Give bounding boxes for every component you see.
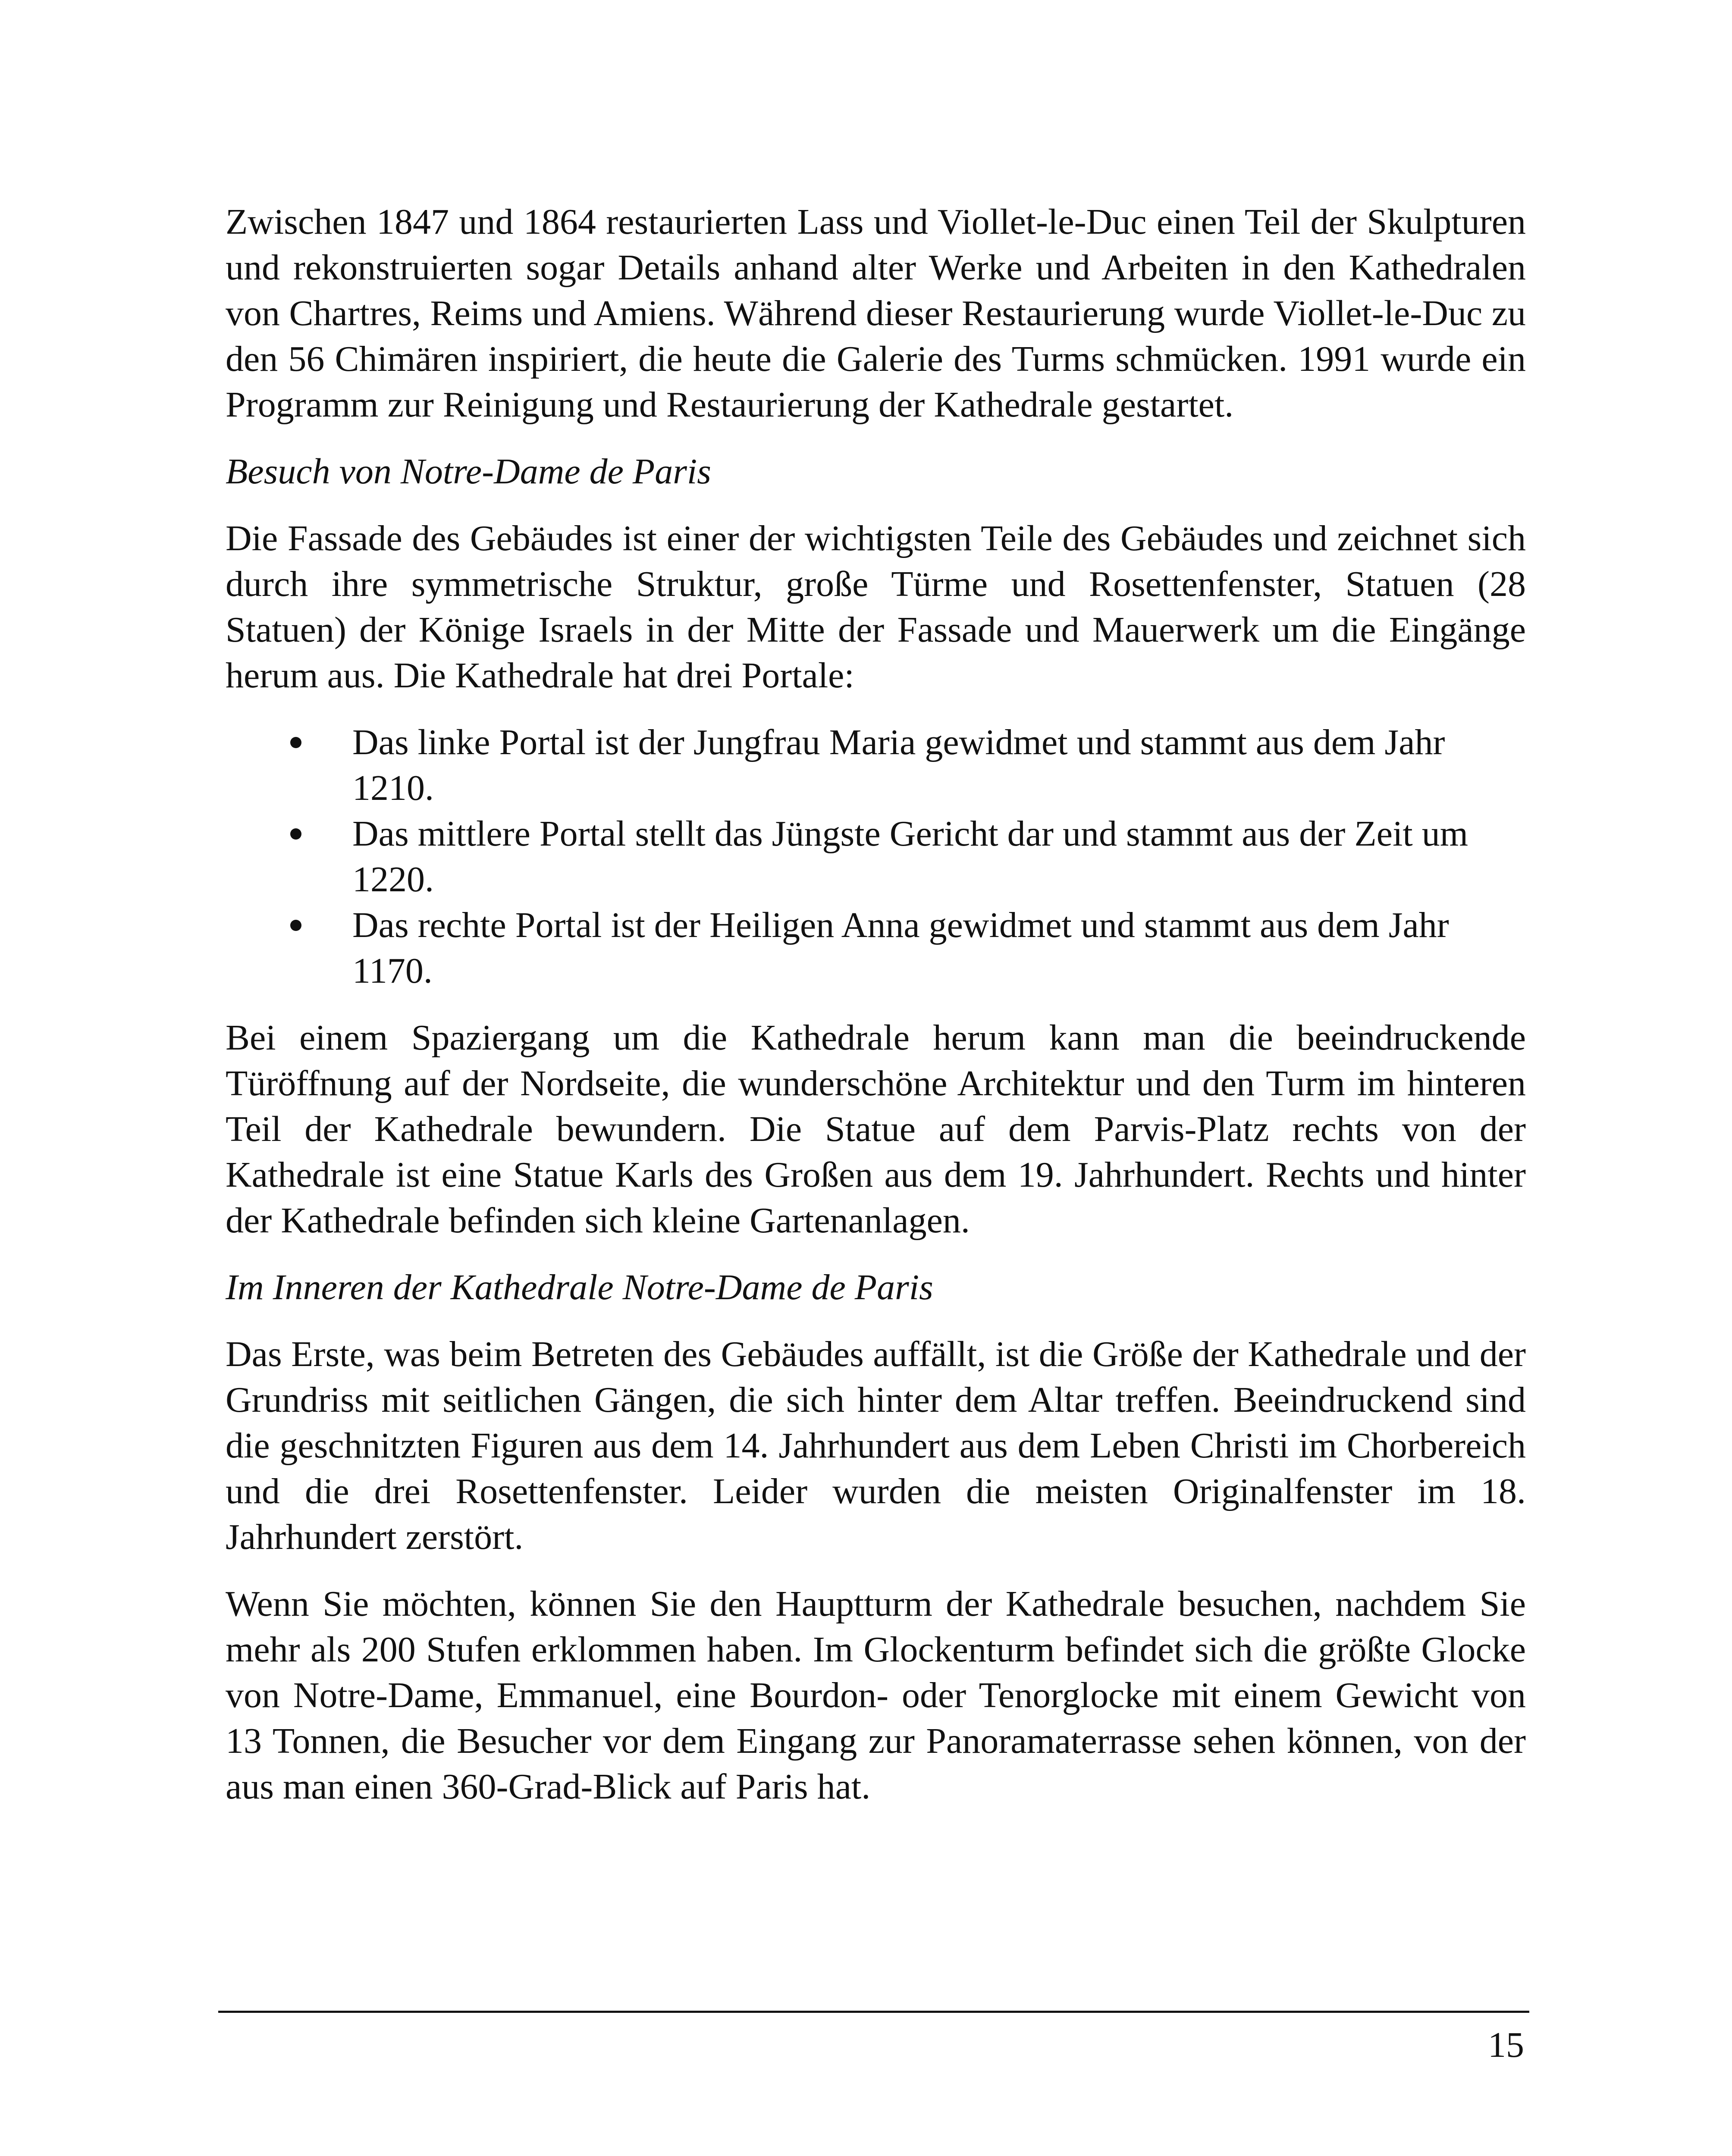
paragraph-facade: Die Fassade des Gebäudes ist einer der wichtigsten Teile des Gebäudes und zeichnet sich durch ihre symmetrische Struktur, große Türme und Rosettenfenster, Statuen (28 Statuen) der Könige Israels in der Mitte der Fassade und Mauerwerk um die Eingänge herum aus. Die Kathedrale hat drei Portale: xyxy=(226,518,1526,696)
section-heading-interior: Im Inneren der Kathedrale Notre-Dame de Paris xyxy=(226,1267,933,1307)
list-item xyxy=(226,903,1526,994)
page-content xyxy=(226,199,1526,1831)
list-item xyxy=(226,811,1526,903)
paragraph-restoration: Zwischen 1847 und 1864 restaurierten Lass und Viollet-le-Duc einen Teil der Skulpturen und rekonstruierten sogar Details anhand alter Werke und Arbeiten in den Kathedralen von Chartres, Reims und Amiens. Während dieser Restaurierung wurde Viollet-le-Duc zu den 56 Chimären inspiriert, die heute die Galerie des Turms schmücken. 1991 wurde ein Programm zur Reinigung und Restaurierung der Kathedrale gestartet. xyxy=(226,202,1526,425)
list-item-text: Das linke Portal ist der Jungfrau Maria gewidmet und stammt aus dem Jahr 1210. xyxy=(352,722,1445,808)
list-item xyxy=(226,720,1526,811)
list-item-text: Das mittlere Portal stellt das Jüngste Gericht dar und stammt aus der Zeit um 1220. xyxy=(352,814,1468,899)
paragraph-walk-around: Bei einem Spaziergang um die Kathedrale herum kann man die beeindruckende Türöffnung auf der Nordseite, die wunderschöne Architektur und den Turm im hinteren Teil der Kathedrale bewundern. Die Statue auf dem Parvis-Platz rechts von der Kathedrale ist eine Statue Karls des Großen aus dem 19. Jahrhundert. Rechts und hinter der Kathedrale befinden sich kleine Gartenanlagen. xyxy=(226,1018,1526,1241)
list-item-text: Das rechte Portal ist der Heiligen Anna gewidmet und stammt aus dem Jahr 1170. xyxy=(352,905,1449,991)
bullet-icon xyxy=(290,737,301,748)
paragraph-tower: Wenn Sie möchten, können Sie den Hauptturm der Kathedrale besuchen, nachdem Sie mehr als 200 Stufen erklommen haben. Im Glockenturm befindet sich die größte Glocke von Notre-Dame, Emmanuel, eine Bourdon- oder Tenorglocke mit einem Gewicht von 13 Tonnen, die Besucher vor dem Eingang zur Panoramaterrasse sehen können, von der aus man einen 360-Grad-Blick auf Paris hat. xyxy=(226,1584,1526,1807)
section-heading-visit: Besuch von Notre-Dame de Paris xyxy=(226,451,711,492)
bullet-icon xyxy=(290,828,301,840)
footer-rule xyxy=(218,2011,1529,2013)
bullet-icon xyxy=(290,920,301,931)
page-number: 15 xyxy=(1488,2025,1524,2065)
portal-list xyxy=(226,720,1526,994)
paragraph-interior: Das Erste, was beim Betreten des Gebäudes auffällt, ist die Größe der Kathedrale und der Grundriss mit seitlichen Gängen, die sich hinter dem Altar treffen. Beeindruckend sind die geschnitzten Figuren aus dem 14. Jahrhundert aus dem Leben Christi im Chorbereich und die drei Rosettenfenster. Leider wurden die meisten Originalfenster im 18. Jahrhundert zerstört. xyxy=(226,1334,1526,1557)
